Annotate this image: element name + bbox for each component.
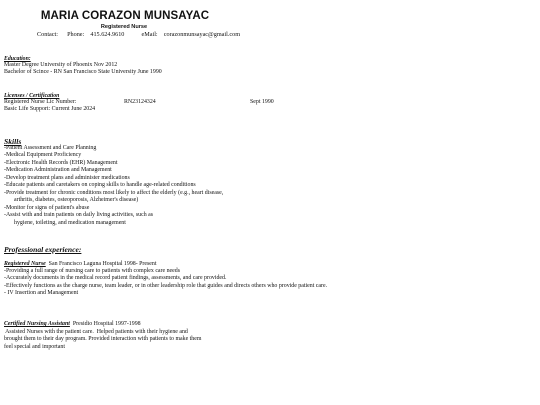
job-duty: Assisted Nurses with the patient care. Helped patients with their hygiene and (4, 329, 188, 335)
rn-license-date: Sept 1990 (250, 99, 274, 105)
job-employer: Presidio Hospital 1997-1998 (69, 321, 141, 327)
skill-item-continued: arthritis, diabetes, osteoporosis, Alzheimer's disease) (14, 197, 139, 203)
job-duty: - IV Insertion and Management (4, 290, 79, 296)
contact-label: Contact: (37, 31, 58, 38)
job-employer: San Francisco Laguna Hospital 1998- Present (45, 261, 157, 267)
job-title: Registered Nurse (4, 261, 46, 267)
rn-license-number: RN23124324 (124, 99, 156, 105)
skill-item: -Medication Administration and Management (4, 167, 112, 173)
job-duty: brought them to their day program. Provided interaction with patients to make them (4, 336, 202, 342)
skill-item-continued: hygiene, toileting, and medication management (14, 220, 126, 226)
skill-item: -Electronic Health Records (EHR) Management (4, 160, 118, 166)
skills-heading: Skills (4, 137, 22, 146)
skill-item: -Monitor for signs of patient's abuse (4, 205, 90, 211)
job-duty: -Providing a full range of nursing care to patients with complex care needs (4, 268, 181, 274)
experience-heading: Professional experience: (4, 245, 82, 254)
resume-name: MARIA CORAZON MUNSAYAC (40, 10, 210, 22)
job-duty: -Effectively functions as the charge nurse, team leader, or in other leadership role that guides and directs others who provide patient care. (4, 283, 328, 289)
skill-item: -Provide treatment for chronic conditions most likely to affect the elderly (e.g., heart disease, (4, 190, 224, 196)
skill-item: -Assist with and train patients on daily living activities, such as (4, 212, 154, 218)
job-title: Certified Nursing Assistant (4, 321, 70, 327)
skill-item: -Educate patients and caretakers on coping skills to handle age-related conditions (4, 182, 196, 188)
contact-line (37, 31, 240, 38)
email-value[interactable]: corazonmunsayac@gmail.com (163, 31, 241, 38)
education-line: Master Degree University of Phoenix Nov 2012 (4, 62, 118, 68)
resume-role: Registered Nurse (100, 24, 148, 30)
phone-label: Phone: (67, 31, 85, 38)
skill-item: -Medical Equipment Proficiency (4, 152, 82, 158)
job-duty: -Accurately documents in the medical record patient findings, assessments, and care provided. (4, 275, 227, 281)
licenses-heading: Licenses / Certification (4, 93, 60, 99)
job-title-line (4, 261, 157, 268)
bls-certification: Basic Life Support: Current June 2024 (4, 106, 96, 112)
job-title-line (4, 321, 141, 328)
education-line: Bachelor of Scince - RN San Francisco State University June 1990 (4, 69, 162, 75)
skill-item: -Develop treatment plans and administer medications (4, 175, 130, 181)
rn-license-label: Registered Nurse Lic Number: (4, 99, 77, 105)
skill-item: -Patient Assessment and Care Planning (4, 145, 97, 151)
job-duty: feel special and important (4, 344, 66, 350)
phone-value: 415.624.9610 (90, 31, 125, 38)
email-label: eMail: (141, 31, 158, 38)
education-heading: Education: (4, 56, 31, 62)
